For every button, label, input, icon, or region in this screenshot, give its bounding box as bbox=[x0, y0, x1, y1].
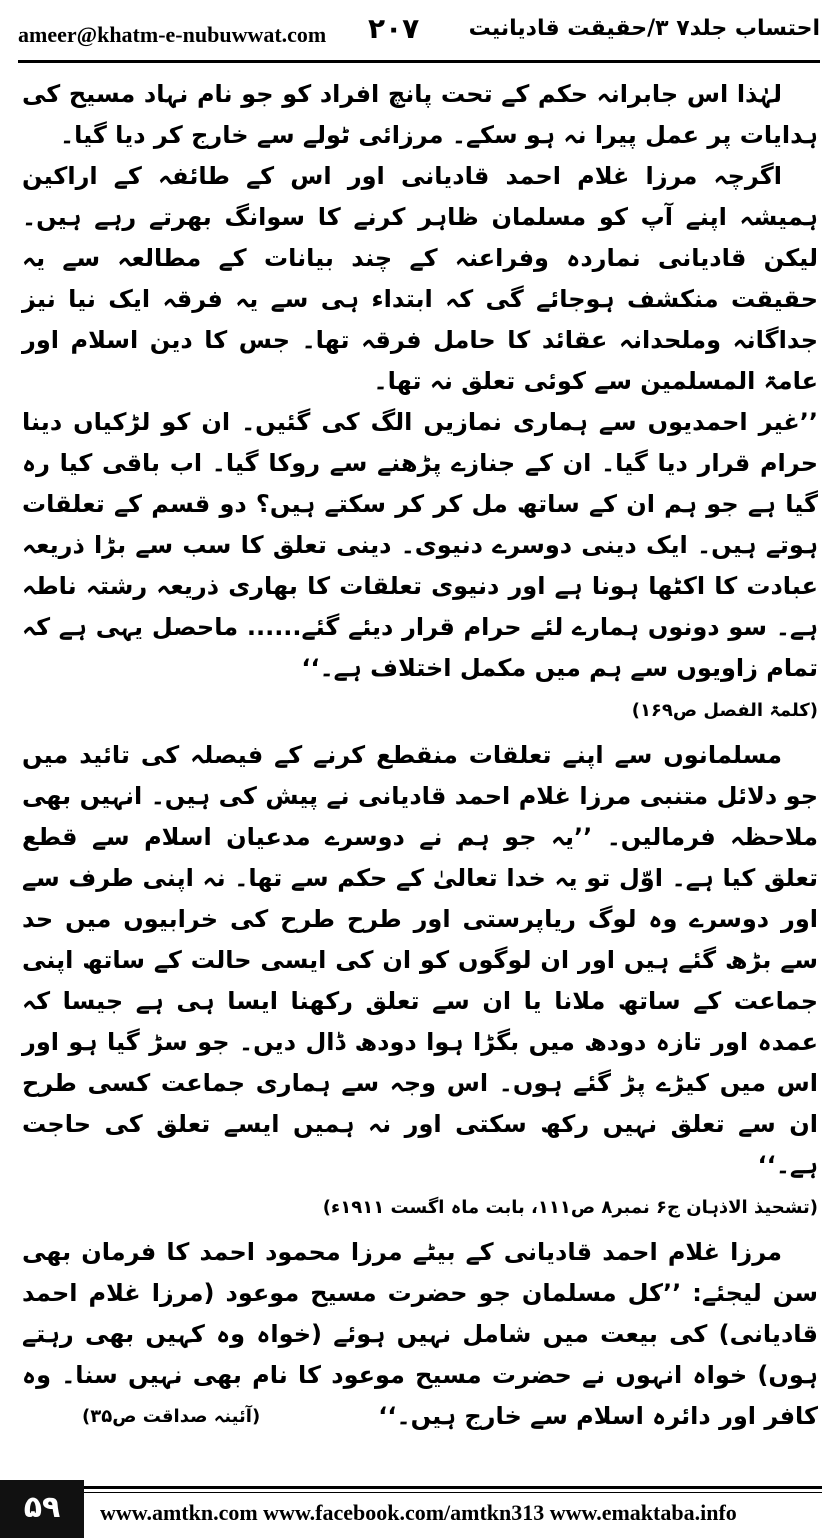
paragraph-3: مسلمانوں سے اپنے تعلقات منقطع کرنے کے فیصلہ کی تائید میں جو دلائل متنبی مرزا غلام احمد قادیانی نے پیش کی ہیں۔ انہیں بھی ملاحظہ فرمالیں۔ ’’یہ جو ہم نے دوسرے مدعیان اسلام سے قطع تعلق کیا ہے۔ اوّل تو یہ خدا تعالیٰ کے حکم سے تھا۔ نہ اپنی طرف سے اور دوسرے وہ لوگ ریاپرستی اور طرح طرح کی خرابیوں میں حد سے بڑھ گئے ہیں اور ان لوگوں کو ان کی ایسی حالت کے ساتھ اپنی جماعت کے ساتھ ملانا یا ان سے تعلق رکھنا ایسا ہی ہے جیسا کہ عمدہ اور تازہ دودھ میں بگڑا ہوا دودھ ڈال دیں۔ جو سڑ گیا ہو اور اس میں کیڑے پڑ گئے ہوں۔ اس وجہ سے ہماری جماعت کسی طرح ان سے تعلق نہیں رکھ سکتی اور نہ ہمیں ایسے تعلق کی حاجت ہے۔‘‘ bbox=[22, 741, 818, 1179]
footer-page-number: ۵۹ bbox=[0, 1480, 84, 1538]
paragraph-1: لہٰذا اس جابرانہ حکم کے تحت پانچ افراد کو جو نام نہاد مسیح کی ہدایات پر عمل پیرا نہ ہو سکے۔ مرزائی ٹولے سے خارج کر دیا گیا۔ bbox=[22, 80, 818, 149]
body-text bbox=[22, 74, 818, 1441]
footer-urls: www.amtkn.com www.facebook.com/amtkn313 www.emaktaba.info bbox=[100, 1500, 737, 1525]
page-footer bbox=[0, 1480, 840, 1540]
page-header bbox=[18, 8, 820, 56]
paragraph-4: مرزا غلام احمد قادیانی کے بیٹے مرزا محمود احمد کا فرمان بھی سن لیجئے: ’’کل مسلمان جو حضرت مسیح موعود (مرزا غلام احمد قادیانی) کی بیعت میں شامل نہیں ہوئے (خواہ وہ کہیں بھی رہتے ہوں) خواہ انہوں نے حضرت مسیح موعود کا نام بھی نہیں سنا۔ وہ کافر اور دائرہ اسلام سے خارج ہیں۔‘‘ bbox=[22, 1238, 818, 1430]
header-email: ameer@khatm-e-nubuwwat.com bbox=[18, 22, 327, 47]
header-book-title: احتساب جلد۷ ۳/حقیقت قادیانیت bbox=[468, 16, 820, 41]
reference-1: (کلمۃ الفصل ص۱۶۹) bbox=[631, 700, 818, 721]
header-page-number: ۲۰۷ bbox=[368, 12, 420, 45]
paragraph-2: اگرچہ مرزا غلام احمد قادیانی اور اس کے طائفہ کے اراکین ہمیشہ اپنے آپ کو مسلمان ظاہر کرنے کا سوانگ بھرتے رہے ہیں۔ لیکن قادیانی نماردہ وفراعنہ کے چند بیانات کے مطالعہ سے یہ حقیقت منکشف ہوجائے گی کہ ابتداء ہی سے یہ فرقہ ایک نیا نیز جداگانہ وملحدانہ عقائد کا حامل فرقہ تھا۔ جس کا دین اسلام اور عامۃ المسلمین سے کوئی تعلق نہ تھا۔ bbox=[22, 162, 818, 395]
reference-3: (آئینہ صداقت ص۳۵) bbox=[82, 1406, 261, 1427]
header-divider bbox=[18, 60, 820, 63]
footer-divider-thick bbox=[84, 1486, 822, 1489]
quote-paragraph-1: ’’غیر احمدیوں سے ہماری نمازیں الگ کی گئیں۔ ان کو لڑکیاں دینا حرام قرار دیا گیا۔ ان کے جنازے پڑھنے سے روکا گیا۔ اب باقی کیا رہ گیا ہے جو ہم ان کے ساتھ مل کر کر سکتے ہیں؟ دو قسم کے تعلقات ہوتے ہیں۔ ایک دینی دوسرے دنیوی۔ دینی تعلق کا سب سے بڑا ذریعہ عبادت کا اکٹھا ہونا ہے اور دنیوی تعلقات کا بھاری ذریعہ رشتہ ناطہ ہے۔ سو دونوں ہمارے لئے حرام قرار دیئے گئے...... ماحصل یہی ہے کہ تمام زاویوں سے ہم میں مکمل اختلاف ہے۔‘‘ bbox=[22, 408, 818, 682]
reference-2: (تشحیذ الاذہان ج۶ نمبر۸ ص۱۱۱، بابت ماہ اگست ۱۹۱۱ء) bbox=[322, 1197, 818, 1218]
footer-divider-thin bbox=[84, 1492, 822, 1493]
